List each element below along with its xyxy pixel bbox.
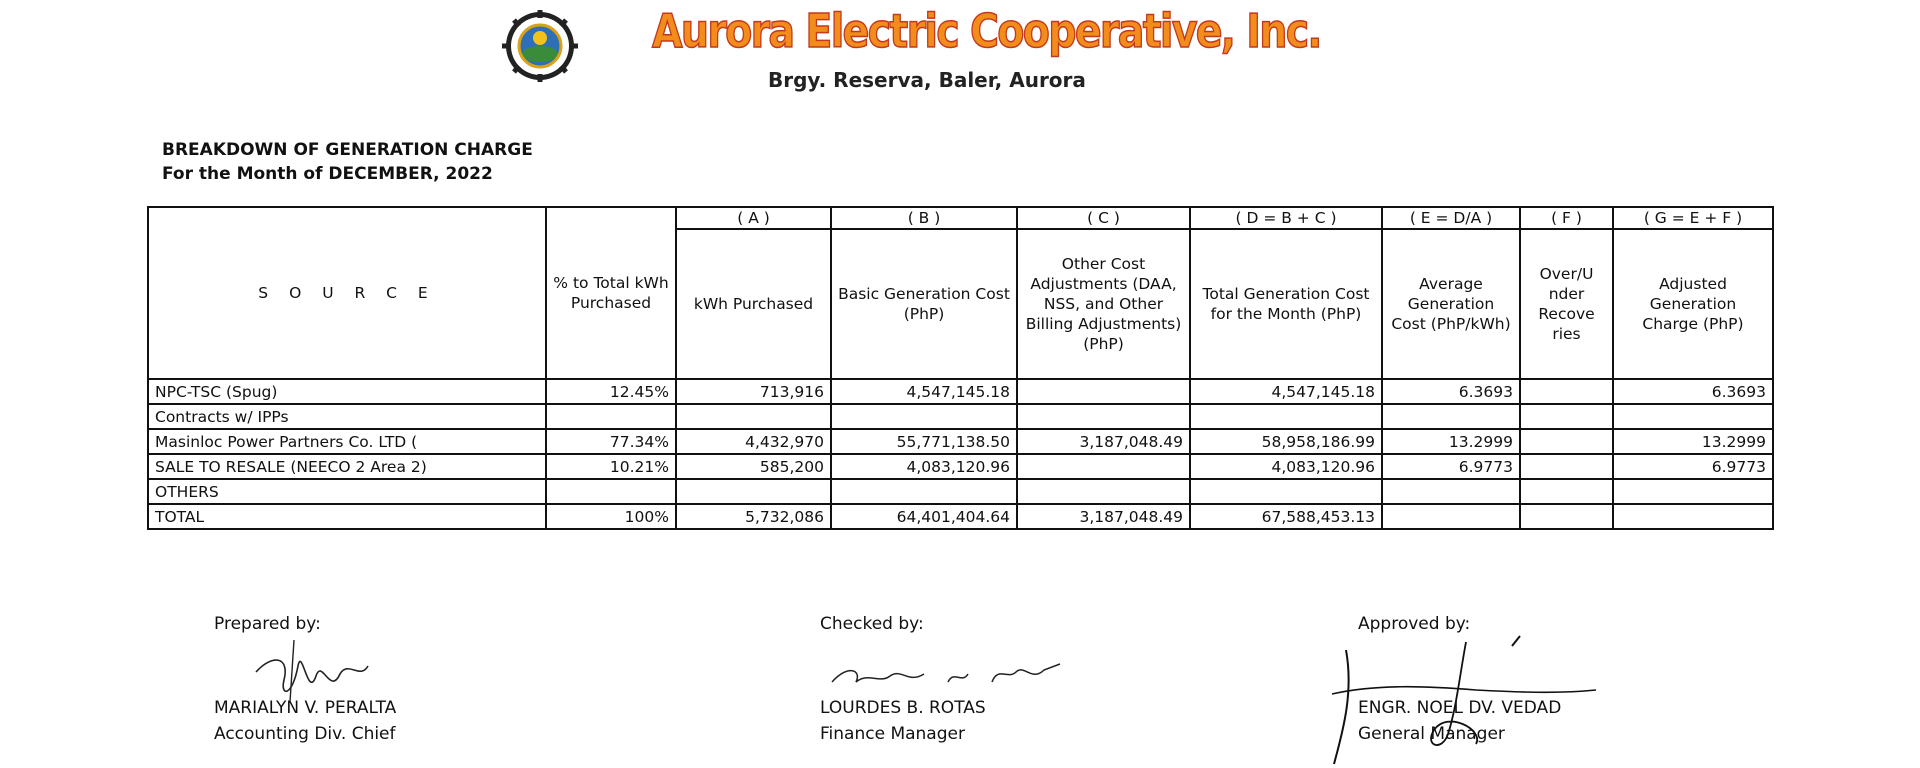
basic-cost-cell [831, 479, 1017, 504]
column-letter-row [148, 207, 1773, 229]
column-letter-g: ( G = E + F ) [1613, 207, 1773, 229]
pct-cell: 10.21% [546, 454, 676, 479]
total-cost-cell: 58,958,186.99 [1190, 429, 1382, 454]
prepared-by-block [214, 614, 397, 744]
basic-cost-cell: 55,771,138.50 [831, 429, 1017, 454]
total-cost-cell [1190, 479, 1382, 504]
pct-cell: 12.45% [546, 379, 676, 404]
company-address: Brgy. Reserva, Baler, Aurora [768, 68, 1086, 92]
other-cost-cell [1017, 379, 1190, 404]
signatory-name: ENGR. NOEL DV. VEDAD [1358, 698, 1562, 718]
report-title-block [162, 138, 533, 186]
column-header-total: Total Generation Cost for the Month (PhP) [1190, 229, 1382, 379]
column-header-pct: % to Total kWh Purchased [546, 207, 676, 379]
table-row [148, 404, 1773, 429]
signature-mark [250, 636, 380, 706]
signatory-name: MARIALYN V. PERALTA [214, 698, 397, 718]
average-cost-cell: 6.9773 [1382, 454, 1520, 479]
signatory-name: LOURDES B. ROTAS [820, 698, 986, 718]
basic-cost-cell: 4,083,120.96 [831, 454, 1017, 479]
signatory-position: Finance Manager [820, 724, 965, 744]
column-letter-e: ( E = D/A ) [1382, 207, 1520, 229]
table-row [148, 379, 1773, 404]
column-letter-c: ( C ) [1017, 207, 1190, 229]
report-period: For the Month of DECEMBER, 2022 [162, 164, 493, 184]
column-header-over-under: Over/U nder Recove ries [1520, 229, 1613, 379]
source-cell: Contracts w/ IPPs [148, 404, 546, 429]
source-cell: SALE TO RESALE (NEECO 2 Area 2) [148, 454, 546, 479]
column-header-adjusted: Adjusted Generation Charge (PhP) [1613, 229, 1773, 379]
source-cell: OTHERS [148, 479, 546, 504]
signatory-role: Checked by: [820, 614, 924, 634]
source-cell: TOTAL [148, 504, 546, 529]
signatory-position: Accounting Div. Chief [214, 724, 396, 744]
kwh-cell: 5,732,086 [676, 504, 831, 529]
average-cost-cell [1382, 504, 1520, 529]
signatory-role: Approved by: [1358, 614, 1471, 634]
column-letter-d: ( D = B + C ) [1190, 207, 1382, 229]
other-cost-cell: 3,187,048.49 [1017, 429, 1190, 454]
letterhead [0, 0, 1920, 100]
total-cost-cell: 4,083,120.96 [1190, 454, 1382, 479]
over-under-cell [1520, 404, 1613, 429]
table-row [148, 454, 1773, 479]
column-header-source: S O U R C E [148, 207, 546, 379]
over-under-cell [1520, 429, 1613, 454]
signature-mark [1316, 634, 1616, 768]
column-letter-f: ( F ) [1520, 207, 1613, 229]
signature-section [0, 600, 1920, 768]
over-under-cell [1520, 454, 1613, 479]
table-row [148, 429, 1773, 454]
source-cell: NPC-TSC (Spug) [148, 379, 546, 404]
kwh-cell [676, 404, 831, 429]
table-row [148, 479, 1773, 504]
over-under-cell [1520, 504, 1613, 529]
basic-cost-cell: 64,401,404.64 [831, 504, 1017, 529]
kwh-cell: 585,200 [676, 454, 831, 479]
approved-by-block [1358, 614, 1562, 744]
kwh-cell: 4,432,970 [676, 429, 831, 454]
average-cost-cell: 13.2999 [1382, 429, 1520, 454]
report-title: BREAKDOWN OF GENERATION CHARGE [162, 140, 533, 160]
company-name: Aurora Electric Cooperative, Inc. [652, 4, 1321, 58]
other-cost-cell: 3,187,048.49 [1017, 504, 1190, 529]
signature-mark [828, 660, 1068, 690]
column-header-basic: Basic Generation Cost (PhP) [831, 229, 1017, 379]
adjusted-charge-cell [1613, 404, 1773, 429]
other-cost-cell [1017, 454, 1190, 479]
column-header-average: Average Generation Cost (PhP/kWh) [1382, 229, 1520, 379]
kwh-cell: 713,916 [676, 379, 831, 404]
over-under-cell [1520, 379, 1613, 404]
pct-cell: 100% [546, 504, 676, 529]
basic-cost-cell [831, 404, 1017, 429]
average-cost-cell [1382, 404, 1520, 429]
average-cost-cell: 6.3693 [1382, 379, 1520, 404]
total-cost-cell: 4,547,145.18 [1190, 379, 1382, 404]
pct-cell: 77.34% [546, 429, 676, 454]
generation-charge-table [147, 206, 1774, 530]
adjusted-charge-cell: 6.9773 [1613, 454, 1773, 479]
total-cost-cell: 67,588,453.13 [1190, 504, 1382, 529]
total-row [148, 504, 1773, 529]
checked-by-block [820, 614, 986, 744]
column-letter-b: ( B ) [831, 207, 1017, 229]
column-header-kwh: kWh Purchased [676, 229, 831, 379]
pct-cell [546, 404, 676, 429]
column-letter-a: ( A ) [676, 207, 831, 229]
signatory-position: General Manager [1358, 724, 1505, 744]
over-under-cell [1520, 479, 1613, 504]
adjusted-charge-cell: 6.3693 [1613, 379, 1773, 404]
total-cost-cell [1190, 404, 1382, 429]
other-cost-cell [1017, 479, 1190, 504]
basic-cost-cell: 4,547,145.18 [831, 379, 1017, 404]
source-cell: Masinloc Power Partners Co. LTD ( [148, 429, 546, 454]
column-header-other: Other Cost Adjustments (DAA, NSS, and Other Billing Adjustments) (PhP) [1017, 229, 1190, 379]
adjusted-charge-cell [1613, 504, 1773, 529]
pct-cell [546, 479, 676, 504]
adjusted-charge-cell [1613, 479, 1773, 504]
average-cost-cell [1382, 479, 1520, 504]
cooperative-seal-icon [492, 10, 588, 82]
adjusted-charge-cell: 13.2999 [1613, 429, 1773, 454]
signatory-role: Prepared by: [214, 614, 321, 634]
other-cost-cell [1017, 404, 1190, 429]
kwh-cell [676, 479, 831, 504]
